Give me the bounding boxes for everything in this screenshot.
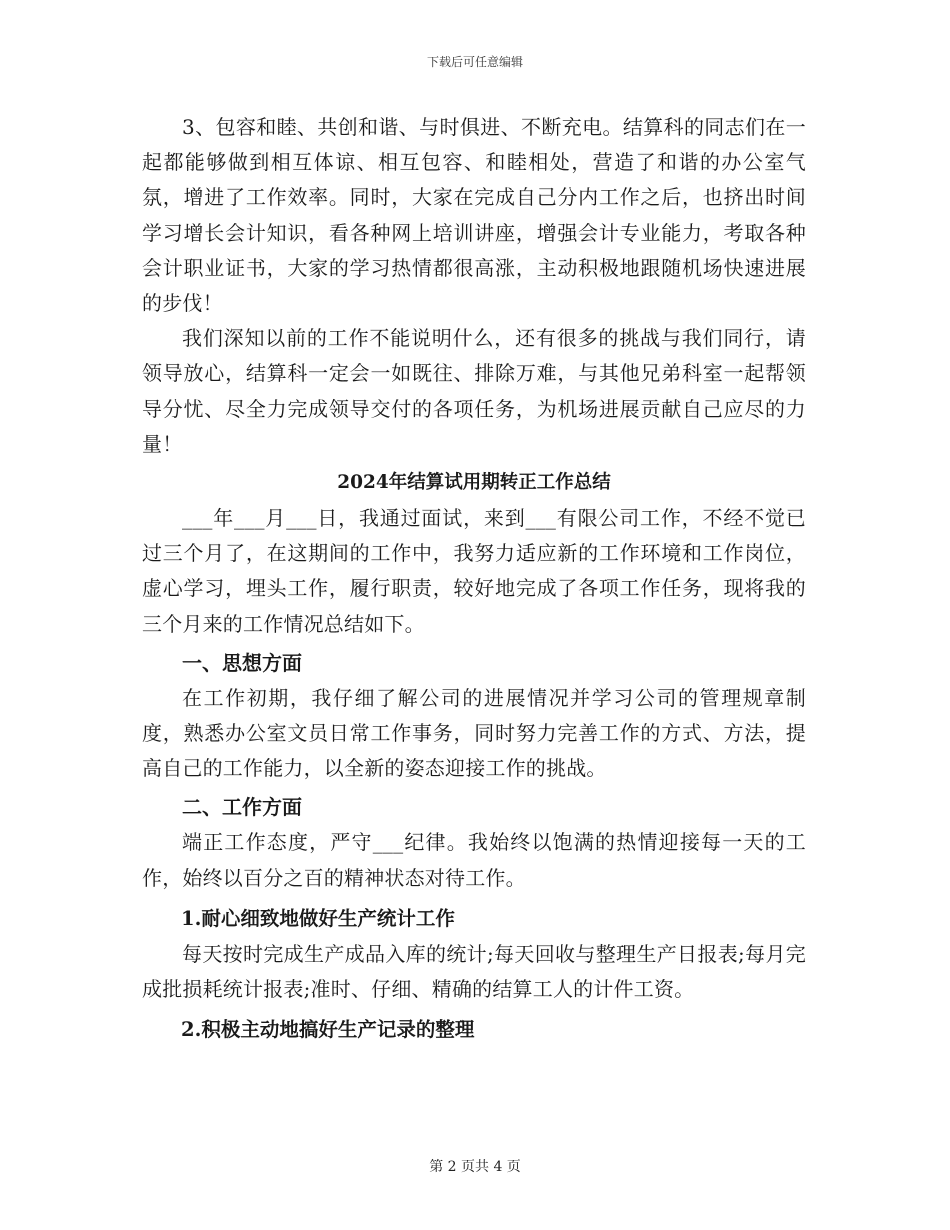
document-body bbox=[142, 110, 806, 1048]
heading-work: 二、工作方面 bbox=[182, 795, 302, 820]
page-footer: 第 2 页共 4 页 bbox=[429, 1159, 521, 1175]
paragraph-work-attitude: 端正工作态度，严守___纪律。我始终以饱满的热情迎接每一天的工作，始终以百分之百的精神状态对待工作。 bbox=[142, 830, 806, 890]
subheading-records: 2.积极主动地搞好生产记录的整理 bbox=[181, 1018, 475, 1042]
paragraph-harmony: 3、包容和睦、共创和谐、与时俱进、不断充电。结算科的同志们在一起都能够做到相互体谅、相互包容、和睦相处，营造了和谐的办公室气氛，增进了工作效率。同时，大家在完成自己分内工作之后，也挤出时间学习增长会计知识，看各种网上培训讲座，增强会计专业能力，考取各种会计职业证书，大家的学习热情都很高涨，主动积极地跟随机场快速进展的步伐！ bbox=[142, 115, 806, 316]
subheading-statistics: 1.耐心细致地做好生产统计工作 bbox=[181, 906, 455, 930]
heading-thinking: 一、思想方面 bbox=[182, 650, 302, 675]
paragraph-statistics: 每天按时完成生产成品入库的统计;每天回收与整理生产日报表;每月完成批损耗统计报表;准时、仔细、精确的结算工人的计件工资。 bbox=[142, 941, 806, 1002]
document-title: 2024年结算试用期转正工作总结 bbox=[337, 472, 611, 494]
paragraph-intro: ___年___月___日，我通过面试，来到___有限公司工作，不经不觉已过三个月了，在这期间的工作中，我努力适应新的工作环境和工作岗位，虚心学习，埋头工作，履行职责，较好地完成了各项工作任务，现将我的三个月来的工作情况总结如下。 bbox=[142, 506, 806, 636]
paragraph-thinking: 在工作初期，我仔细了解公司的进展情况并学习公司的管理规章制度，熟悉办公室文员日常工作事务，同时努力完善工作的方式、方法，提高自己的工作能力，以全新的姿态迎接工作的挑战。 bbox=[142, 685, 806, 781]
page-header: 下载后可任意编辑 bbox=[426, 55, 523, 69]
paragraph-commitment: 我们深知以前的工作不能说明什么，还有很多的挑战与我们同行，请领导放心，结算科一定会一如既往、排除万难，与其他兄弟科室一起帮领导分忧、尽全力完成领导交付的各项任务，为机场进展贡献自己应尽的力量！ bbox=[142, 326, 806, 456]
